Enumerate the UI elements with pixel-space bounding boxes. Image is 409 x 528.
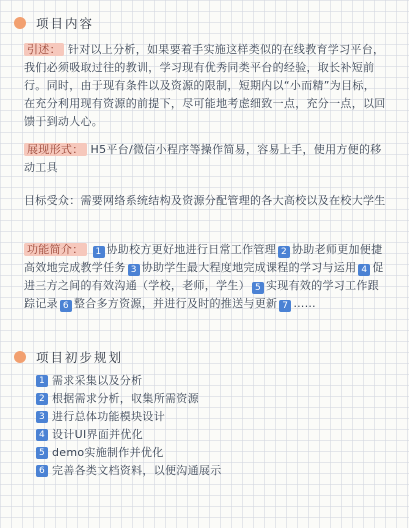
form-label: 展现形式：: [24, 143, 87, 156]
number-badge: 1: [36, 375, 48, 387]
section-header-project-content: [14, 14, 94, 32]
number-badge: 6: [36, 465, 48, 477]
plan-item: 5 demo实施制作并优化: [36, 444, 222, 462]
section-title: 项目初步规划: [36, 350, 124, 365]
feature-item: 5 实现有效的学习工作跟踪记录: [24, 279, 379, 310]
features-label: 功能简介：: [24, 243, 87, 256]
feature-item: 6 整合多方资源，并进行及时的推送与更新: [58, 297, 277, 310]
background-label: 引述：: [24, 43, 64, 56]
background-paragraph: [24, 41, 386, 131]
plan-item: 3 进行总体功能模块设计: [36, 408, 222, 426]
plan-item: 4 设计UI界面并优化: [36, 426, 222, 444]
feature-item: 1 协助校方更好地进行日常工作管理: [91, 243, 277, 256]
feature-item: 4 促进三方之间的有效沟通（学校，老师，学生）: [24, 261, 384, 292]
bullet-dot-icon: [14, 351, 26, 363]
number-badge: 6: [60, 300, 72, 312]
background-text: 针对以上分析，如果要着手实施这样类似的在线教育学习平台，我们必须吸取过往的教训，学习现有优秀同类平台的经验，取长补短前行。同时，由于现有条件以及资源的限制，短期内以“小而精”为目标，在充分利用现有资源的前提下，尽可能地考虑细致一点，充分一点，以回馈于到动人心。: [24, 43, 386, 128]
number-badge: 7: [279, 300, 291, 312]
audience-paragraph: [24, 192, 386, 210]
audience-text: 目标受众：需要网络系统结构及资源分配管理的各大高校以及在校大学生: [24, 194, 386, 207]
plan-item: 1 需求采集以及分析: [36, 372, 222, 390]
feature-item: 3 协助学生最大程度地完成课程的学习与运用: [126, 261, 357, 274]
number-badge: 4: [36, 429, 48, 441]
number-badge: 2: [36, 393, 48, 405]
number-badge: 3: [36, 411, 48, 423]
bullet-dot-icon: [14, 17, 26, 29]
form-paragraph: [24, 141, 386, 177]
plan-list: [36, 372, 222, 480]
number-badge: 4: [358, 264, 370, 276]
number-badge: 5: [36, 447, 48, 459]
form-text: H5平台/微信小程序等操作简易，容易上手，使用方便的移动工具: [24, 143, 382, 174]
number-badge: 1: [93, 246, 105, 258]
features-paragraph: [24, 241, 386, 313]
feature-item: 7 ……: [277, 297, 316, 310]
number-badge: 3: [128, 264, 140, 276]
section-header-initial-plan: [14, 348, 123, 366]
section-title: 项目内容: [36, 16, 95, 31]
feature-item: 2 协助老师更加便捷高效地完成教学任务: [24, 243, 383, 274]
plan-item: 2 根据需求分析，収集所需资源: [36, 390, 222, 408]
number-badge: 2: [278, 246, 290, 258]
plan-item: 6 完善各类文档资料，以便沟通展示: [36, 462, 222, 480]
number-badge: 5: [252, 282, 264, 294]
